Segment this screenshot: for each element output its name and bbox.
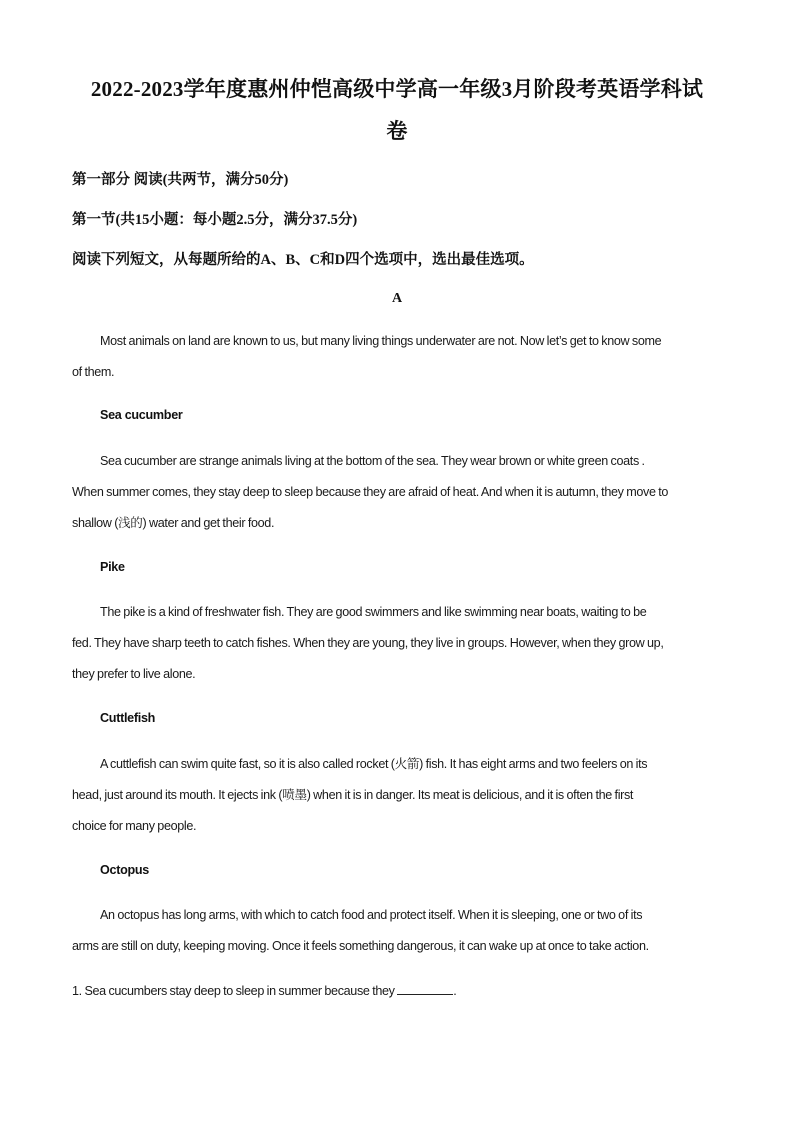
passage-line: The pike is a kind of freshwater fish. They are good swimmers and like swimming near boats, waiting to be xyxy=(100,605,647,619)
question-1 xyxy=(72,976,724,1007)
question-line xyxy=(72,976,724,1007)
subheading-cuttlefish: Cuttlefish xyxy=(100,711,156,725)
passage-intro xyxy=(72,326,724,388)
passage-line: shallow (浅的) water and get their food. xyxy=(72,516,275,530)
passage-line: Sea cucumber are strange animals living at the bottom of the sea. They wear brown or white green coats . xyxy=(100,454,645,468)
section-heading: 第一节(共15小题：每小题2.5分，满分37.5分) xyxy=(72,212,358,228)
subheading-pike: Pike xyxy=(100,560,125,574)
part-heading: 第一部分 阅读(共两节，满分50分) xyxy=(72,172,289,188)
passage-line: head, just around its mouth. It ejects ink (喷墨) when it is in danger. Its meat is delicious, and it is often the first xyxy=(72,788,634,802)
question-end: . xyxy=(453,984,457,998)
passage-line: An octopus has long arms, with which to catch food and protect itself. When it is sleeping, one or two of its xyxy=(100,908,643,922)
passage-line: arms are still on duty, keeping moving. Once it feels something dangerous, it can wake up at once to take action. xyxy=(72,939,649,953)
answer-blank[interactable] xyxy=(397,983,453,995)
passage-line: Most animals on land are known to us, but many living things underwater are not. Now let’s get to know some xyxy=(100,334,662,348)
question-text: 1. Sea cucumbers stay deep to sleep in summer because they xyxy=(72,984,395,998)
passage-line: When summer comes, they stay deep to sleep because they are afraid of heat. And when it is autumn, they move to xyxy=(72,485,669,499)
paragraph-octopus xyxy=(72,900,724,962)
subheading-octopus: Octopus xyxy=(100,863,149,877)
paragraph-cuttlefish xyxy=(72,749,724,842)
exam-title-line-1: 2022-2023学年度惠州仲恺高级中学高一年级3月阶段考英语学科试 xyxy=(90,77,704,101)
passage-line: A cuttlefish can swim quite fast, so it is also called rocket (火箭) fish. It has eight arms and two feelers on its xyxy=(100,757,648,771)
instruction-text: 阅读下列短文，从每题所给的A、B、C和D四个选项中，选出最佳选项。 xyxy=(72,252,534,268)
paragraph-pike xyxy=(72,597,724,690)
paragraph-sea-cucumber xyxy=(72,446,724,539)
passage-letter: A xyxy=(391,291,403,306)
passage-line: choice for many people. xyxy=(72,819,197,833)
passage-line: fed. They have sharp teeth to catch fishes. When they are young, they live in groups. However, when they grow up, xyxy=(72,636,664,650)
subheading-sea-cucumber: Sea cucumber xyxy=(100,408,183,422)
exam-title-line-2: 卷 xyxy=(386,119,408,143)
passage-line: they prefer to live alone. xyxy=(72,667,196,681)
passage-line: of them. xyxy=(72,365,115,379)
